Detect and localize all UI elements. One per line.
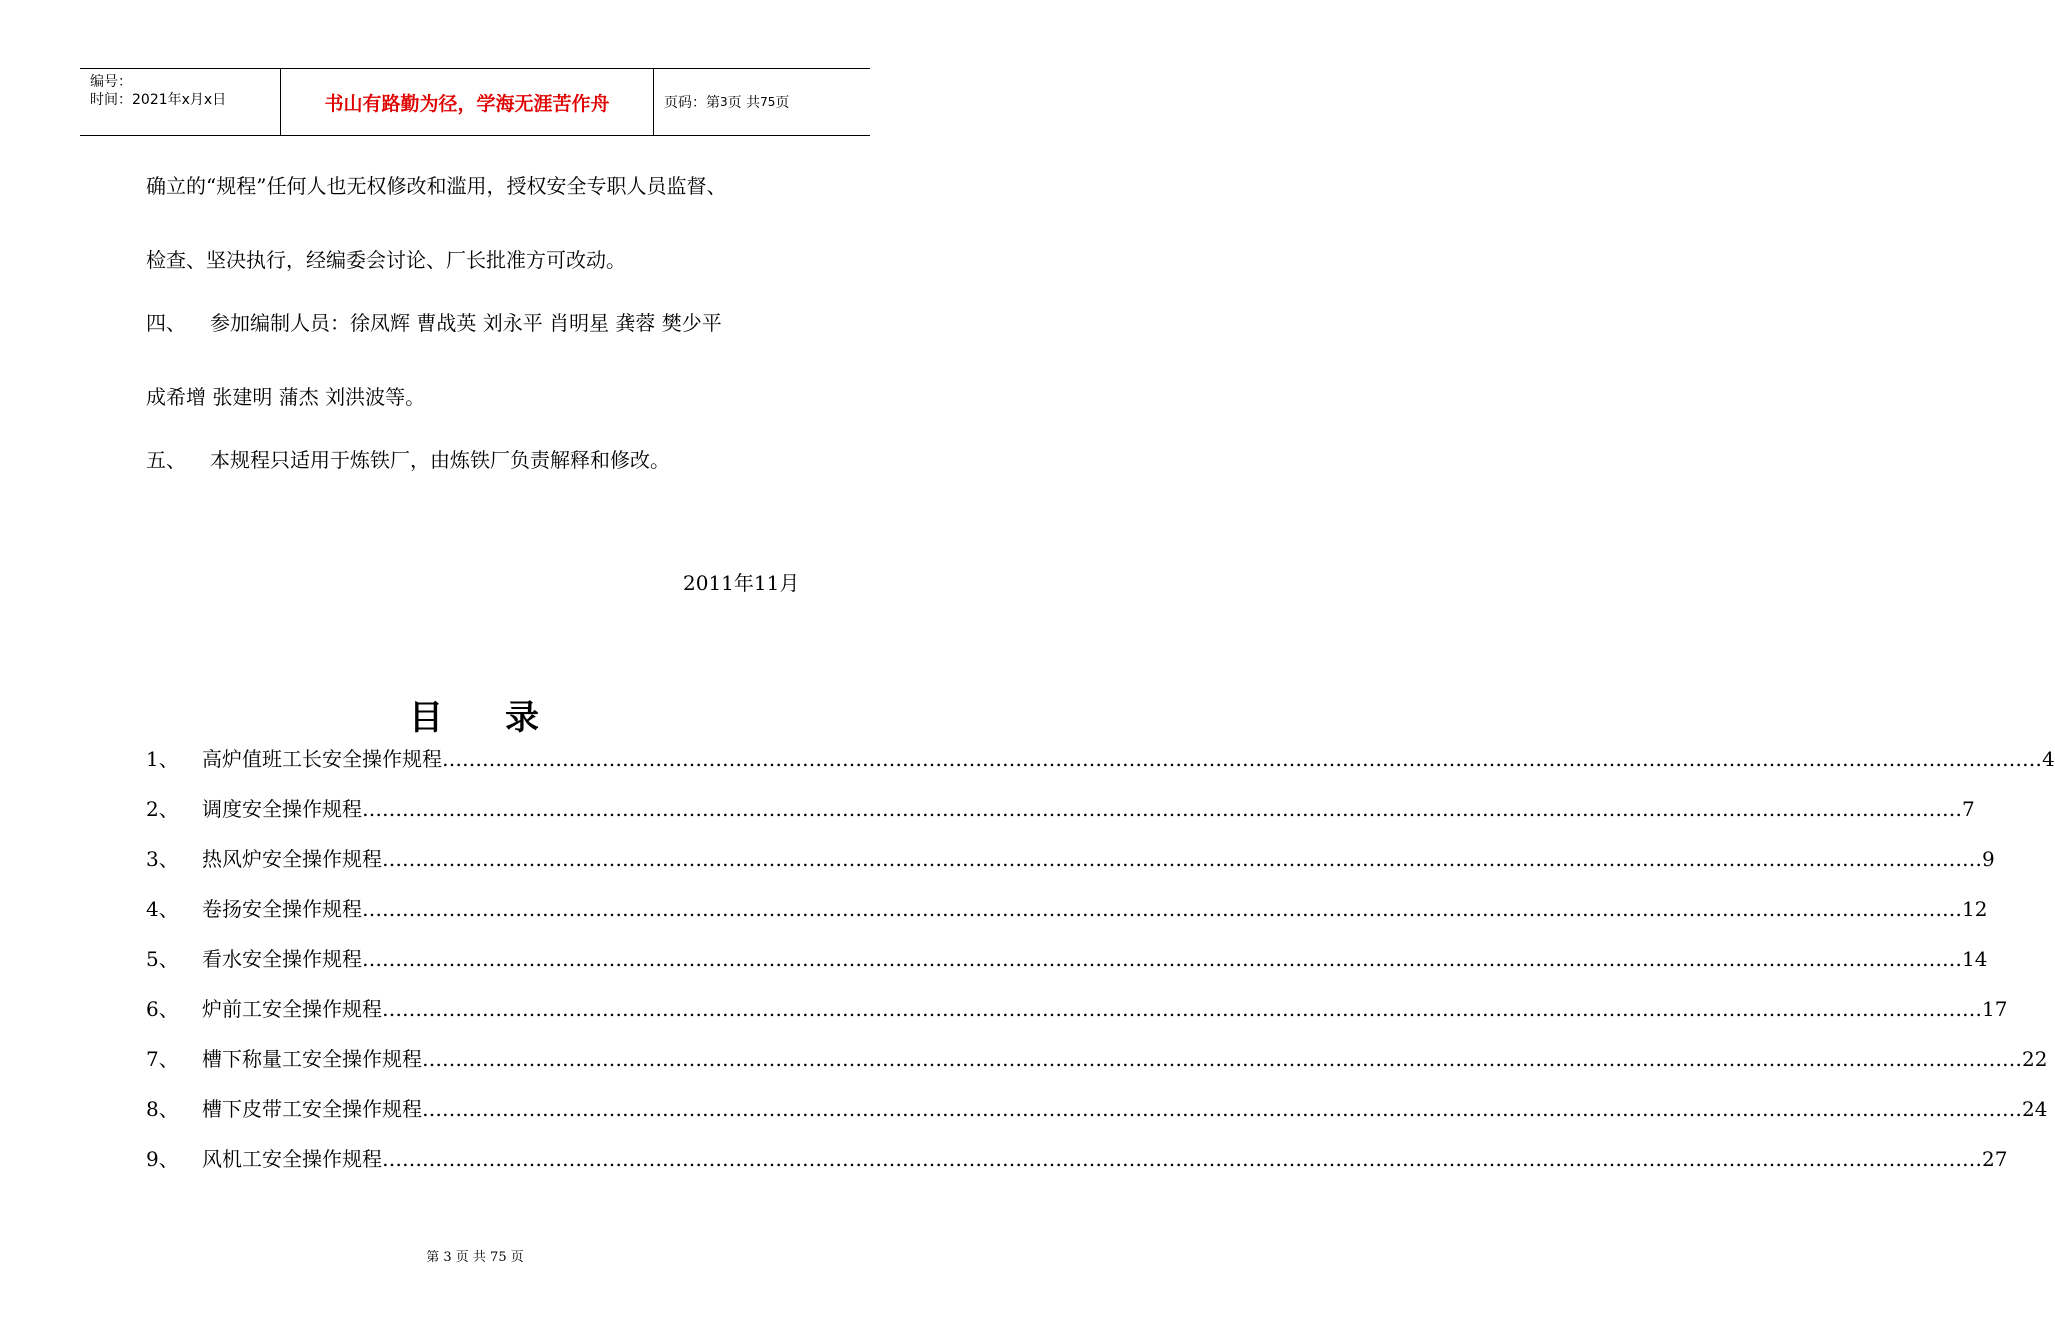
toc-item-page: 7 — [1962, 797, 1975, 821]
toc-item-title: 卷扬安全操作规程 — [202, 897, 362, 921]
toc-item-title: 炉前工安全操作规程 — [202, 997, 382, 1021]
page-end: 页 — [775, 95, 790, 111]
toc-title-a: 目 — [409, 698, 445, 738]
time-label: 时间：2021年x月x日 — [90, 92, 227, 108]
toc-item — [146, 796, 1975, 822]
body-line-2: 检查、坚决执行，经编委会讨论、厂长批准方可改动。 — [146, 248, 626, 272]
body-line-4: 成希增 张建明 蒲杰 刘洪波等。 — [146, 385, 426, 409]
toc-title-b: 录 — [505, 698, 541, 738]
toc-item — [146, 846, 1995, 872]
toc-item-title: 风机工安全操作规程 — [202, 1147, 382, 1171]
toc-title — [0, 690, 950, 739]
toc-item-title: 高炉值班工长安全操作规程 — [202, 747, 442, 771]
toc-item — [146, 996, 2008, 1022]
body-line-3: 参加编制人员：徐凤辉 曹战英 刘永平 肖明星 龚蓉 樊少平 — [210, 311, 722, 335]
toc-item-page: 9 — [1982, 847, 1995, 871]
toc-item-title: 热风炉安全操作规程 — [202, 847, 382, 871]
toc-item-number: 2、 — [146, 797, 179, 821]
toc-item-page: 17 — [1982, 997, 2008, 1021]
page-total: 75 — [760, 95, 776, 109]
toc-item-number: 4、 — [146, 897, 179, 921]
header-page-info — [654, 69, 870, 135]
toc-item-page: 24 — [2022, 1097, 2048, 1121]
toc-leader-dots: …………………………………………………………………………………………………………………………………………………………………………………………………………………… — [362, 897, 1962, 921]
toc-item-number: 7、 — [146, 1047, 179, 1071]
toc-item-number: 6、 — [146, 997, 179, 1021]
toc-item-page: 14 — [1962, 947, 1988, 971]
toc-item-number: 8、 — [146, 1097, 179, 1121]
page-header — [80, 68, 870, 136]
toc-item-page: 4 — [2042, 747, 2055, 771]
toc-item — [146, 746, 2055, 772]
toc-item — [146, 946, 1988, 972]
body-line-5: 本规程只适用于炼铁厂，由炼铁厂负责解释和修改。 — [210, 448, 670, 472]
toc-item — [146, 896, 1988, 922]
page-footer: 第 3 页 共 75 页 — [426, 1250, 524, 1265]
toc-leader-dots: …………………………………………………………………………………………………………………………………………………………………………………………………………………… — [422, 1047, 2022, 1071]
body-line-1: 确立的“规程”任何人也无权修改和滥用，授权安全专职人员监督、 — [146, 174, 727, 198]
toc-item-number: 1、 — [146, 747, 179, 771]
body-line-3-number: 四、 — [146, 311, 186, 335]
toc-item — [146, 1146, 2008, 1172]
toc-leader-dots: …………………………………………………………………………………………………………………………………………………………………………………………………………………… — [442, 747, 2042, 771]
toc-item-page: 27 — [1982, 1147, 2008, 1171]
document-date: 2011年11月 — [683, 571, 800, 595]
page-mid: 页 共 — [727, 95, 761, 111]
toc-leader-dots: …………………………………………………………………………………………………………………………………………………………………………………………………………………… — [362, 797, 1962, 821]
toc-item — [146, 1096, 2048, 1122]
toc-item-number: 9、 — [146, 1147, 179, 1171]
header-meta — [80, 69, 281, 135]
toc-item-title: 看水安全操作规程 — [202, 947, 362, 971]
toc-leader-dots: …………………………………………………………………………………………………………………………………………………………………………………………………………………… — [382, 997, 1982, 1021]
toc-item-number: 3、 — [146, 847, 179, 871]
toc-item-page: 12 — [1962, 897, 1988, 921]
toc-item-number: 5、 — [146, 947, 179, 971]
toc-item-page: 22 — [2022, 1047, 2048, 1071]
toc-leader-dots: …………………………………………………………………………………………………………………………………………………………………………………………………………………… — [382, 1147, 1982, 1171]
toc-item-title: 槽下称量工安全操作规程 — [202, 1047, 422, 1071]
page-current: 3 — [720, 95, 728, 109]
toc-leader-dots: …………………………………………………………………………………………………………………………………………………………………………………………………………………… — [382, 847, 1982, 871]
toc-leader-dots: …………………………………………………………………………………………………………………………………………………………………………………………………………………… — [422, 1097, 2022, 1121]
number-label: 编号： — [90, 74, 132, 90]
header-motto: 书山有路勤为径，学海无涯苦作舟 — [281, 69, 654, 135]
toc-item-title: 调度安全操作规程 — [202, 797, 362, 821]
body-line-5-number: 五、 — [146, 448, 186, 472]
toc-leader-dots: …………………………………………………………………………………………………………………………………………………………………………………………………………………… — [362, 947, 1962, 971]
toc-item-title: 槽下皮带工安全操作规程 — [202, 1097, 422, 1121]
page-label: 页码：第 — [664, 95, 720, 111]
toc-item — [146, 1046, 2048, 1072]
